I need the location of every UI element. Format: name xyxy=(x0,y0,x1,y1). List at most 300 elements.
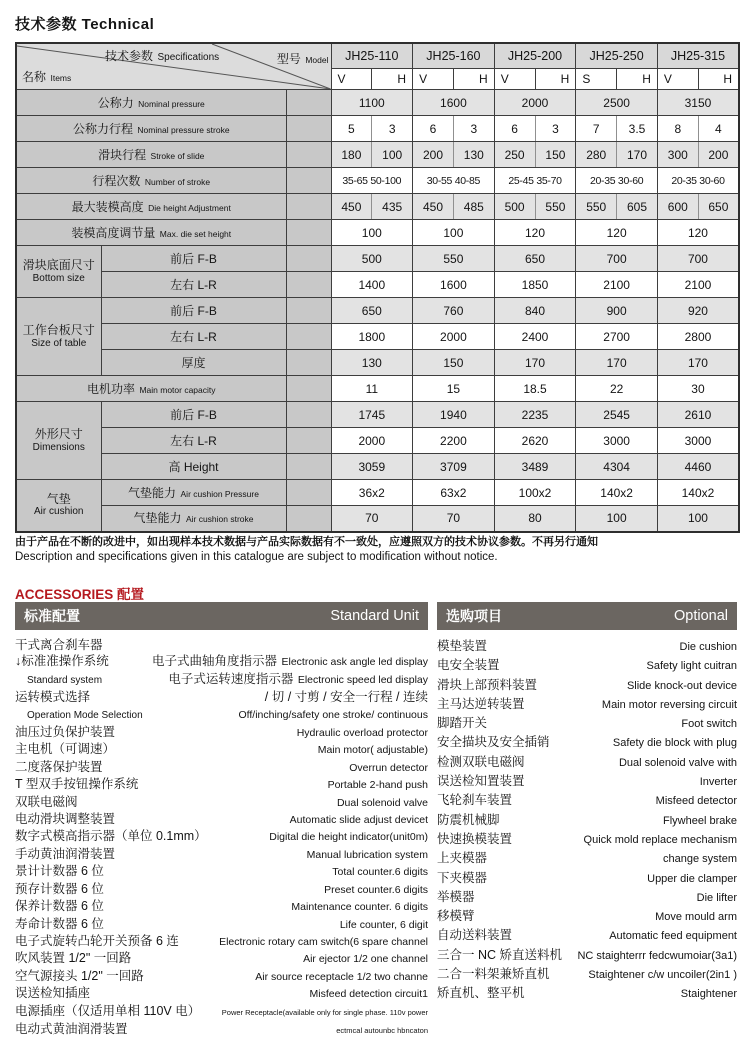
optional-item-label: 矫直机、整平机 xyxy=(437,986,525,1001)
table-row xyxy=(16,272,739,298)
standard-item-desc-en: Misfeed detection circuit1 xyxy=(309,988,428,1001)
standard-item-desc-en: Digital die height indicator(unit0m) xyxy=(269,831,428,844)
spec-value-cell: 130 xyxy=(453,142,494,168)
spec-value-cell: 6 xyxy=(494,116,535,142)
group-label-zh: 气垫 xyxy=(46,491,71,506)
standard-list xyxy=(15,637,428,1039)
optional-item-description xyxy=(609,926,737,945)
standard-item-label: 油压过负保护装置 xyxy=(15,725,116,740)
standard-item xyxy=(15,637,428,653)
spec-value-cell: 1600 xyxy=(413,90,495,116)
optional-item-label: 安全描块及安全插销 xyxy=(437,735,550,750)
spec-value-cell: 2500 xyxy=(576,90,658,116)
row-label-cell xyxy=(16,376,286,402)
optional-item-desc-en: Die lifter xyxy=(696,891,737,904)
table-row xyxy=(16,324,739,350)
standard-title-en: Standard Unit xyxy=(330,608,419,624)
standard-item xyxy=(15,724,428,741)
spec-value-cell: 920 xyxy=(657,298,739,324)
spacer-cell xyxy=(286,220,331,246)
optional-item-label: 误送检知置装置 xyxy=(437,774,525,789)
standard-item-label: 电动式黄油润滑装置 xyxy=(15,1021,128,1036)
spec-value-cell: 1800 xyxy=(331,324,413,350)
spacer-cell xyxy=(286,454,331,480)
optional-item-description xyxy=(681,714,737,733)
standard-item xyxy=(15,741,428,758)
optional-item xyxy=(437,772,737,791)
spec-value-cell: 30 xyxy=(657,376,739,402)
standard-item-description xyxy=(265,689,428,705)
corner-specifications-label: 技术参数 Specifications xyxy=(105,49,220,63)
spec-value-cell: 1600 xyxy=(413,272,495,298)
standard-item-description xyxy=(219,933,428,950)
standard-item xyxy=(15,671,428,689)
standard-item-desc-en: ectmcal autounbc hbncaton xyxy=(336,1025,428,1035)
optional-item xyxy=(437,849,737,868)
standard-item-description xyxy=(324,881,428,898)
spacer-cell xyxy=(286,480,331,506)
row-label-zh: 行程次数 xyxy=(92,173,141,188)
spacer-cell xyxy=(286,272,331,298)
standard-item xyxy=(15,968,428,985)
spec-value-cell: 1940 xyxy=(413,402,495,428)
standard-item xyxy=(15,706,428,724)
optional-item xyxy=(437,907,737,926)
spec-value-cell: 500 xyxy=(494,194,535,220)
standard-item xyxy=(15,828,428,845)
spec-value-cell: 2620 xyxy=(494,428,576,454)
model-header-JH25-200: JH25-200 xyxy=(494,43,576,69)
standard-item xyxy=(15,811,428,828)
spec-value-cell: 900 xyxy=(576,298,658,324)
table-row xyxy=(16,376,739,402)
sub-label-cell xyxy=(101,272,286,298)
optional-item xyxy=(437,733,737,752)
spec-value-cell: 700 xyxy=(576,246,658,272)
vh-cell: V xyxy=(413,69,454,90)
optional-item-desc-en: Quick mold replace mechanism xyxy=(583,833,737,846)
sub-label-zh: 气垫能力 xyxy=(128,485,177,500)
spec-value-cell: 100 xyxy=(576,506,658,532)
spec-value-cell: 22 xyxy=(576,376,658,402)
standard-item-label: 运转模式选择 xyxy=(15,690,91,705)
spec-value-cell: 80 xyxy=(494,506,576,532)
standard-item-label: 电子式旋转凸轮开关预备 6 连 xyxy=(15,933,179,948)
standard-title-zh: 标准配置 xyxy=(24,608,80,624)
standard-panel-header xyxy=(15,602,428,630)
spec-value-cell: 760 xyxy=(413,298,495,324)
standard-item-desc-zh: 电子式运转速度指示器 xyxy=(168,671,294,686)
row-label-en: Number of stroke xyxy=(144,176,211,187)
spec-value-cell: 140x2 xyxy=(576,480,658,506)
spec-value-cell: 1400 xyxy=(331,272,413,298)
standard-item-description xyxy=(290,811,428,828)
row-label-en: Nominal pressure xyxy=(138,98,205,109)
standard-item-label: 双联电磁阀 xyxy=(15,794,78,809)
optional-item-label: 三合一 NC 矫直送料机 xyxy=(437,947,563,962)
standard-item-label: 误送检知插座 xyxy=(15,986,91,1001)
optional-item-label: 防震机械脚 xyxy=(437,812,500,827)
standard-item-description xyxy=(291,898,428,915)
spec-value-cell: 3709 xyxy=(413,454,495,480)
standard-item xyxy=(15,881,428,898)
row-label-cell xyxy=(16,168,286,194)
row-label-zh: 电机功率 xyxy=(86,381,135,396)
optional-item xyxy=(437,637,737,656)
sub-label-cell xyxy=(101,324,286,350)
table-row xyxy=(16,220,739,246)
standard-item-label: 电动滑块调整装置 xyxy=(15,812,116,827)
disclaimer-en: Description and specifications given in this catalogue are subject to modification without notice. xyxy=(15,550,498,563)
row-label-en: Main motor capacity xyxy=(139,384,216,395)
standard-item-desc-en: Electronic speed led display xyxy=(297,673,428,686)
sub-label-zh: 高 Height xyxy=(168,459,219,474)
sub-label-cell xyxy=(101,350,286,376)
spec-value-cell: 3150 xyxy=(657,90,739,116)
sub-label-cell xyxy=(101,246,286,272)
sub-label-zh: 厚度 xyxy=(181,355,206,370)
spacer-cell xyxy=(286,142,331,168)
optional-item-desc-en: Dual solenoid valve with xyxy=(618,756,737,769)
sub-label-en: Air cushion stroke xyxy=(185,514,254,525)
sub-label-zh: 前后 F-B xyxy=(170,303,217,318)
group-label-en: Size of table xyxy=(31,337,87,349)
standard-item-desc-en: Main motor( adjustable) xyxy=(317,744,428,757)
standard-item-desc-en: Preset counter.6 digits xyxy=(324,883,428,896)
optional-item-description xyxy=(700,772,737,791)
vh-cell: H xyxy=(535,69,576,90)
standard-item-description xyxy=(310,985,428,1002)
spec-value-cell: 3000 xyxy=(657,428,739,454)
spec-value-cell: 700 xyxy=(657,246,739,272)
standard-item-label: 电源插座（仅适用单相 110V 电） xyxy=(15,1003,201,1018)
sub-label-cell xyxy=(101,428,286,454)
disclaimer-zh: 由于产品在不断的改进中，如出现样本技术数据与产品实际数据有不一致处，应遵照双方的技术协议参数。不再另行通知 xyxy=(15,536,598,548)
spec-value-cell: 3000 xyxy=(576,428,658,454)
spec-value-cell: 3.5 xyxy=(617,116,658,142)
optional-item xyxy=(437,676,737,695)
table-row xyxy=(16,506,739,532)
vh-cell: V xyxy=(657,69,698,90)
spacer-cell xyxy=(286,324,331,350)
standard-item xyxy=(15,863,428,880)
standard-item-desc-en: Electronic rotary cam switch(6 spare channel xyxy=(219,935,428,948)
spec-value-cell: 2200 xyxy=(413,428,495,454)
spec-value-cell: 2000 xyxy=(413,324,495,350)
table-row xyxy=(16,402,739,428)
optional-item-label: 上夹模器 xyxy=(437,851,488,866)
standard-item-desc-en: Off/inching/safety one stroke/ continuous xyxy=(238,708,428,721)
spec-value-cell: 550 xyxy=(413,246,495,272)
group-label-en: Air cushion xyxy=(34,506,84,518)
spec-value-cell: 1745 xyxy=(331,402,413,428)
standard-item-desc-zh: / 切 / 寸剪 / 安全一行程 / 连续 xyxy=(264,690,428,705)
optional-item-label: 脚踏开关 xyxy=(437,716,488,731)
optional-item-label: 电安全装置 xyxy=(437,658,500,673)
spacer-cell xyxy=(286,428,331,454)
spacer-cell xyxy=(286,350,331,376)
spec-value-cell: 100x2 xyxy=(494,480,576,506)
standard-item-description xyxy=(340,916,428,933)
spec-value-cell: 100 xyxy=(331,220,413,246)
standard-item-desc-en: Electronic ask angle led display xyxy=(281,656,428,669)
standard-item xyxy=(15,933,428,950)
optional-item xyxy=(437,926,737,945)
sub-label-cell xyxy=(101,298,286,324)
spacer-cell xyxy=(286,116,331,142)
standard-item-label: 寿命计数器 6 位 xyxy=(15,916,104,931)
table-row xyxy=(16,90,739,116)
optional-item-label: 滑块上部预料装置 xyxy=(437,677,538,692)
spec-value-cell: 200 xyxy=(698,142,739,168)
spec-value-cell: 3 xyxy=(372,116,413,142)
spec-value-cell: 100 xyxy=(413,220,495,246)
optional-item xyxy=(437,714,737,733)
optional-item-label: 主马达逆转装置 xyxy=(437,696,525,711)
spec-value-cell: 1850 xyxy=(494,272,576,298)
sub-label-cell xyxy=(101,454,286,480)
optional-item-desc-en: Upper die clamper xyxy=(647,872,737,885)
spec-value-cell: 2235 xyxy=(494,402,576,428)
spec-value-cell: 170 xyxy=(494,350,576,376)
standard-item-description xyxy=(168,671,428,688)
spec-value-cell: 300 xyxy=(657,142,698,168)
spec-value-cell: 35-65 50-100 xyxy=(331,168,413,194)
spec-value-cell: 170 xyxy=(576,350,658,376)
spec-value-cell: 25-45 35-70 xyxy=(494,168,576,194)
spec-value-cell: 4 xyxy=(698,116,739,142)
spacer-cell xyxy=(286,376,331,402)
spec-value-cell: 3059 xyxy=(331,454,413,480)
optional-item-label: 自动送料装置 xyxy=(437,928,513,943)
optional-item-desc-en: Staightener c/w uncoiler(2in1 ) xyxy=(588,969,737,982)
spec-value-cell: 4304 xyxy=(576,454,658,480)
row-label-cell xyxy=(16,142,286,168)
disclaimer-note xyxy=(15,536,737,564)
spec-value-cell: 8 xyxy=(657,116,698,142)
optional-item-label: 模垫装置 xyxy=(437,639,488,653)
group-label-zh: 外形尺寸 xyxy=(34,426,83,441)
standard-item-label: 手动黄油润滑装置 xyxy=(15,846,116,861)
optional-item xyxy=(437,791,737,810)
standard-item-desc-en: Total counter.6 digits xyxy=(332,866,428,879)
optional-panel-header xyxy=(437,602,737,630)
corner-model-label: 型号 Model xyxy=(276,52,329,66)
standard-item-label: 景计计数器 6 位 xyxy=(15,864,104,879)
standard-item-description xyxy=(332,863,428,880)
spec-value-cell: 840 xyxy=(494,298,576,324)
spec-value-cell: 650 xyxy=(494,246,576,272)
optional-item-desc-en: NC staighterrr fedcwumoiar(3a1) xyxy=(577,949,737,962)
spec-value-cell: 2400 xyxy=(494,324,576,350)
spec-value-cell: 170 xyxy=(617,142,658,168)
spec-value-cell: 15 xyxy=(413,376,495,402)
spec-value-cell: 120 xyxy=(576,220,658,246)
optional-item xyxy=(437,695,737,714)
standard-item xyxy=(15,689,428,705)
standard-item-description xyxy=(336,1021,428,1039)
table-row xyxy=(16,116,739,142)
optional-item-desc-en: Die cushion xyxy=(679,641,737,653)
spec-value-cell: 140x2 xyxy=(657,480,739,506)
optional-item-description xyxy=(697,888,737,907)
spec-value-cell: 200 xyxy=(413,142,454,168)
standard-item xyxy=(15,898,428,915)
optional-item xyxy=(437,946,737,965)
sub-label-zh: 气垫能力 xyxy=(133,511,182,526)
spec-value-cell: 280 xyxy=(576,142,617,168)
spec-value-cell: 250 xyxy=(494,142,535,168)
spec-value-cell: 180 xyxy=(331,142,372,168)
group-label-zh: 工作台板尺寸 xyxy=(22,322,95,337)
spec-value-cell: 36x2 xyxy=(331,480,413,506)
row-label-zh: 公称力 xyxy=(97,95,134,110)
vh-cell: V xyxy=(494,69,535,90)
optional-item xyxy=(437,965,737,984)
spec-value-cell: 70 xyxy=(413,506,495,532)
standard-item-label: Standard system xyxy=(27,674,103,686)
standard-item-desc-en: Life counter, 6 digit xyxy=(339,918,428,931)
standard-item-description xyxy=(307,846,428,863)
standard-item xyxy=(15,794,428,811)
spec-table-header xyxy=(16,43,739,90)
spacer-cell xyxy=(286,168,331,194)
optional-item-desc-en: Main motor reversing circuit xyxy=(601,698,737,711)
spec-value-cell: 4460 xyxy=(657,454,739,480)
sub-label-cell xyxy=(101,506,286,532)
row-label-zh: 滑块行程 xyxy=(98,147,147,162)
group-label-en: Dimensions xyxy=(32,441,85,453)
spec-value-cell: 450 xyxy=(413,194,454,220)
optional-item xyxy=(437,888,737,907)
spec-value-cell: 1100 xyxy=(331,90,413,116)
group-label-en: Bottom size xyxy=(32,272,85,284)
standard-item-label: 保养计数器 6 位 xyxy=(15,899,104,914)
optional-item xyxy=(437,753,737,772)
row-label-en: Max. die set height xyxy=(159,228,232,239)
optional-item xyxy=(437,830,737,849)
spacer-cell xyxy=(286,246,331,272)
standard-item-label: 吹风装置 1/2" 一回路 xyxy=(15,951,132,966)
optional-item-description xyxy=(680,637,737,656)
vh-cell: H xyxy=(453,69,494,90)
spec-value-cell: 435 xyxy=(372,194,413,220)
optional-item-desc-en: Staightener xyxy=(680,988,737,1001)
standard-item-desc-en: Power Receptacle(available only for single phase. 110v power xyxy=(221,1007,428,1017)
optional-item-desc-en: Foot switch xyxy=(681,718,737,731)
vh-cell: V xyxy=(331,69,372,90)
optional-item-desc-en: Misfeed detector xyxy=(655,795,737,808)
table-row xyxy=(16,246,739,272)
optional-item-desc-en: Safety die block with plug xyxy=(612,737,737,750)
spec-value-cell: 150 xyxy=(413,350,495,376)
standard-item-desc-en: Overrun detector xyxy=(349,761,428,774)
standard-item-label: 主电机（可调速） xyxy=(15,742,116,757)
vh-cell: H xyxy=(372,69,413,90)
table-row xyxy=(16,428,739,454)
sub-label-zh: 前后 F-B xyxy=(170,407,217,422)
standard-item xyxy=(15,1003,428,1021)
optional-item-description xyxy=(647,656,738,675)
optional-item-description xyxy=(602,695,737,714)
group-label-cell xyxy=(16,402,101,480)
optional-item-desc-en: Slide knock-out device xyxy=(626,679,737,692)
spec-value-cell: 150 xyxy=(535,142,576,168)
spec-value-cell: 18.5 xyxy=(494,376,576,402)
standard-item-label: 数字式模高指示器（单位 0.1mm） xyxy=(15,829,207,844)
row-label-cell xyxy=(16,194,286,220)
optional-item-description xyxy=(627,676,737,695)
spec-value-cell: 130 xyxy=(331,350,413,376)
spec-value-cell: 170 xyxy=(657,350,739,376)
spacer-cell xyxy=(286,402,331,428)
standard-item xyxy=(15,776,428,793)
standard-item-label: Operation Mode Selection xyxy=(27,709,143,721)
row-label-cell xyxy=(16,116,286,142)
group-label-cell xyxy=(16,298,101,376)
spacer-cell xyxy=(286,298,331,324)
optional-item xyxy=(437,656,737,675)
optional-item xyxy=(437,811,737,830)
spec-value-cell: 63x2 xyxy=(413,480,495,506)
optional-item-desc-en: Move mould arm xyxy=(655,911,737,924)
spec-value-cell: 5 xyxy=(331,116,372,142)
optional-item-desc-en: Flywheel brake xyxy=(663,814,737,827)
model-header-JH25-315: JH25-315 xyxy=(657,43,739,69)
optional-item-description xyxy=(588,965,737,984)
sub-label-zh: 左右 L-R xyxy=(170,433,217,448)
standard-item xyxy=(15,759,428,776)
sub-label-zh: 前后 F-B xyxy=(170,251,217,266)
spec-header-row-models xyxy=(16,43,739,69)
standard-item xyxy=(15,653,428,670)
standard-item-description xyxy=(255,968,428,985)
standard-item-label: 空气源接头 1/2" 一回路 xyxy=(15,968,144,983)
standard-item-desc-en: Manual lubrication system xyxy=(306,848,428,861)
model-header-JH25-250: JH25-250 xyxy=(576,43,658,69)
spec-table xyxy=(15,42,740,533)
row-label-cell xyxy=(16,90,286,116)
optional-item-desc-en: Inverter xyxy=(699,776,737,789)
spec-value-cell: 605 xyxy=(617,194,658,220)
optional-item-description xyxy=(681,984,737,1003)
spec-value-cell: 2000 xyxy=(494,90,576,116)
standard-item-description xyxy=(222,1003,428,1021)
spec-value-cell: 650 xyxy=(698,194,739,220)
corner-items-label: 名称 Items xyxy=(22,70,72,84)
standard-item-description xyxy=(328,776,428,793)
spec-value-cell: 2100 xyxy=(576,272,658,298)
standard-item-desc-en: Automatic slide adjust devicet xyxy=(289,814,428,827)
standard-item-description xyxy=(297,724,428,741)
spec-table-body xyxy=(16,90,739,532)
group-label-zh: 滑块底面尺寸 xyxy=(22,257,95,272)
spec-value-cell: 2545 xyxy=(576,402,658,428)
standard-item-label: ↓标准准操作系统 xyxy=(15,654,109,669)
standard-item-desc-en: Air source receptacle 1/2 two channe xyxy=(255,970,428,983)
standard-item xyxy=(15,916,428,933)
spec-value-cell: 100 xyxy=(372,142,413,168)
standard-item-description xyxy=(349,759,428,776)
standard-item-desc-en: Dual solenoid valve xyxy=(336,796,428,809)
optional-panel xyxy=(437,602,737,1004)
spec-value-cell: 650 xyxy=(331,298,413,324)
standard-item-desc-zh: 电子式曲轴角度指示器 xyxy=(152,654,278,669)
table-row xyxy=(16,298,739,324)
optional-item-desc-en: Automatic feed equipment xyxy=(609,930,737,943)
spec-value-cell: 2800 xyxy=(657,324,739,350)
standard-item-description xyxy=(152,653,428,670)
